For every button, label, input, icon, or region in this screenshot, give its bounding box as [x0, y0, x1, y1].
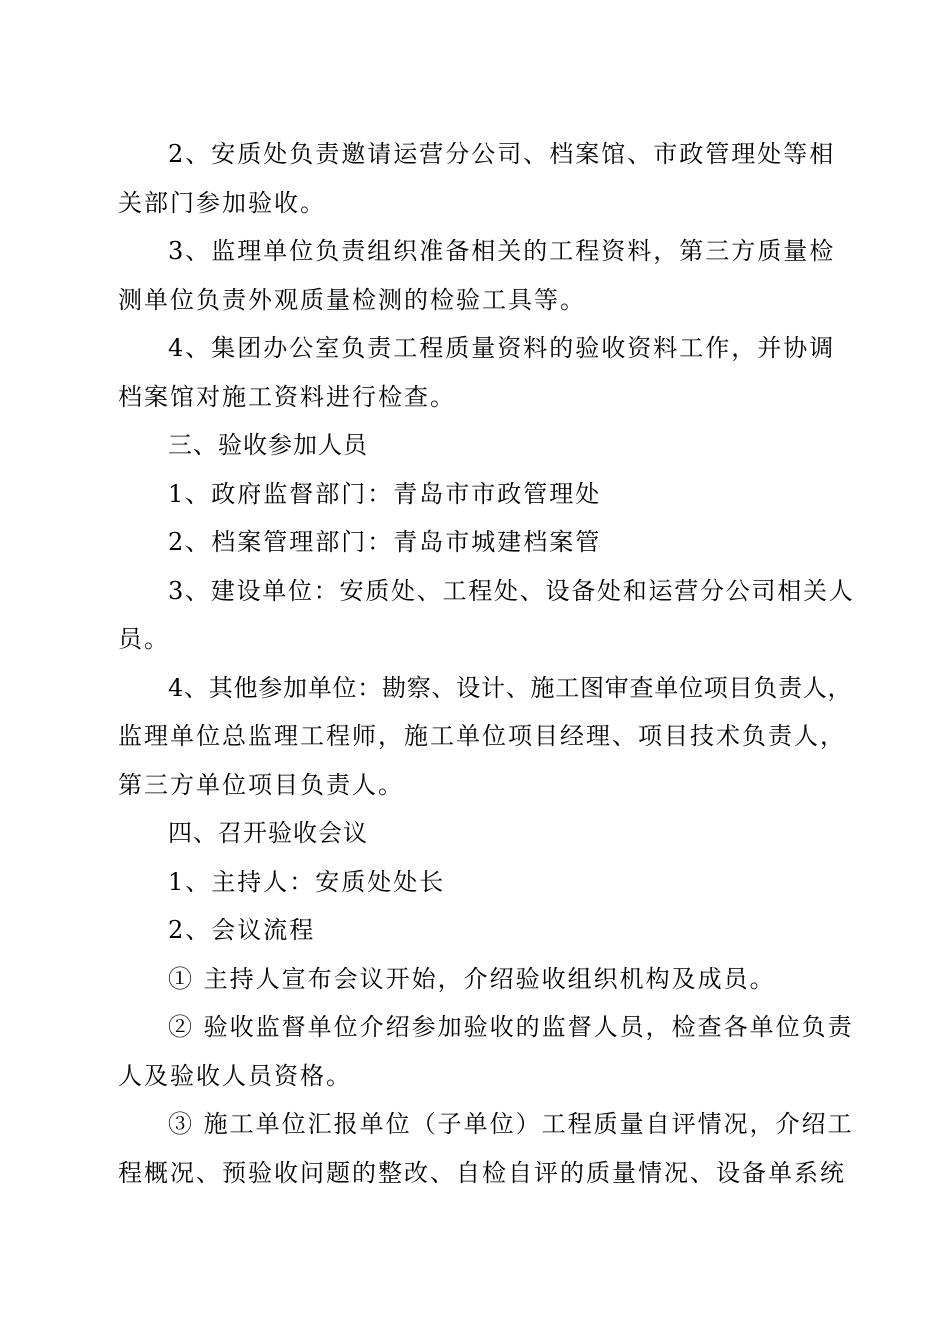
- paragraph-line: 3、建设单位：安质处、工程处、设备处和运营分公司相关人: [168, 576, 855, 605]
- section-heading: 三、验收参加人员: [168, 431, 368, 459]
- paragraph-line: 测单位负责外观质量检测的检验工具等。: [118, 285, 586, 314]
- paragraph-line: 3、监理单位负责组织准备相关的工程资料，第三方质量检: [168, 237, 836, 265]
- paragraph-line: 监理单位总监理工程师，施工单位项目经理、项目技术负责人，: [118, 722, 846, 750]
- paragraph-line: 员。: [118, 625, 170, 653]
- paragraph-line: 2、档案管理部门：青岛市城建档案管: [168, 528, 602, 556]
- paragraph-line: 4、其他参加单位：勘察、设计、施工图审查单位项目负责人，: [168, 673, 853, 702]
- paragraph-line: 1、政府监督部门：青岛市市政管理处: [168, 479, 602, 508]
- paragraph-line: ② 验收监督单位介绍参加验收的监督人员，检查各单位负责: [168, 1013, 854, 1041]
- paragraph-line: 第三方单位项目负责人。: [118, 770, 404, 799]
- paragraph-line: ③ 施工单位汇报单位（子单位）工程质量自评情况，介绍工: [168, 1110, 854, 1138]
- paragraph-line: 2、安质处负责邀请运营分公司、档案馆、市政管理处等相: [168, 140, 836, 168]
- paragraph-line: 2、会议流程: [168, 916, 316, 944]
- paragraph-line: 4、集团办公室负责工程质量资料的验收资料工作，并协调: [168, 334, 836, 362]
- paragraph-line: 程概况、预验收问题的整改、自检自评的质量情况、设备单系统: [118, 1158, 846, 1187]
- document-page: [118, 130, 858, 1197]
- paragraph-line: 档案馆对施工资料进行检查。: [118, 382, 456, 411]
- paragraph-line: 人及验收人员资格。: [118, 1061, 352, 1090]
- section-heading: 四、召开验收会议: [168, 819, 368, 847]
- paragraph-line: ① 主持人宣布会议开始，介绍验收组织机构及成员。: [168, 964, 776, 993]
- paragraph-line: 关部门参加验收。: [118, 188, 326, 217]
- paragraph-line: 1、主持人：安质处处长: [168, 867, 446, 896]
